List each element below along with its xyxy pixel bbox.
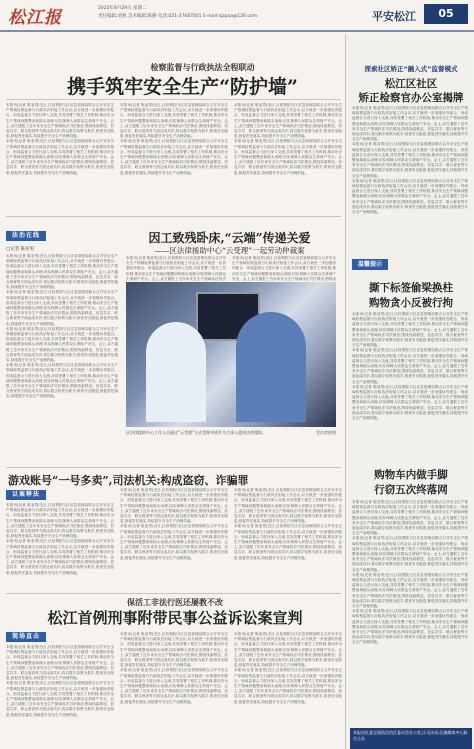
feature-column-1 bbox=[6, 254, 118, 464]
masthead-contact: 责任编辑:刘燕 美术编辑:陈静 电话:021-37687001 E-mail:sjzpaa@126.com bbox=[98, 14, 258, 19]
body-text: 本报讯(记者 陈亚男)近日,区检察院与区应急管理局联合召开安全生产领域检察监督与行政执法衔接工作会议,双方就进一步加强协作配合、形成监督合力进行深入交流,共同签署了相关工作机制,推动安全生产领域问题整治和源头治理,切实保障人民群众生命财产安全。会上,双方通报了近年来安全生产领域执法司法情况,围绕线索移送、信息共享、联合督查等方面达成共识,将以数字检察为抓手,排查安全隐患,督促责任落实,持续提升安全生产治理效能。 bbox=[120, 103, 228, 139]
lead-column-1 bbox=[6, 103, 114, 213]
body-text: 本报讯(记者 陈亚男)近日,区检察院与区应急管理局联合召开安全生产领域检察监督与行政执法衔接工作会议,双方就进一步加强协作配合、形成监督合力进行深入交流,共同签署了相关工作机制,推动安全生产领域问题整治和源头治理,切实保障人民群众生命财产安全。会上,双方通报了近年来安全生产领域执法司法情况,围绕线索移送、信息共享、联合督查等方面达成共识,将以数字检察为抓手,排查安全隐患,督促责任落实,持续提升安全生产治理效能。 bbox=[352, 106, 468, 142]
body-text: 本报讯(记者 陈亚男)近日,区检察院与区应急管理局联合召开安全生产领域检察监督与行政执法衔接工作会议,双方就进一步加强协作配合、形成监督合力进行深入交流,共同签署了相关工作机制,推动安全生产领域问题整治和源头治理,切实保障人民群众生命财产安全。会上,双方通报了近年来安全生产领域执法司法情况,围绕线索移送、信息共享、联合督查等方面达成共识,将以数字检察为抓手,排查安全隐患,督促责任落实,持续提升安全生产治理效能。 bbox=[352, 536, 468, 572]
body-text: 本报讯(记者 陈亚男)近日,区检察院与区应急管理局联合召开安全生产领域检察监督与行政执法衔接工作会议,双方就进一步加强协作配合、形成监督合力进行深入交流,共同签署了相关工作机制,推动安全生产领域问题整治和源头治理,切实保障人民群众生命财产安全。会上,双方通报了近年来安全生产领域执法司法情况,围绕线索移送、信息共享、联合督查等方面达成共识,将以数字检察为抓手,排查安全隐患,督促责任落实,持续提升安全生产治理效能。 bbox=[6, 681, 114, 717]
body-text: 本报讯(记者 陈亚男)近日,区检察院与区应急管理局联合召开安全生产领域检察监督与行政执法衔接工作会议,双方就进一步加强协作配合、形成监督合力进行深入交流,共同签署了相关工作机制,推动安全生产领域问题整治和源头治理,切实保障人民群众生命财产安全。会上,双方通报了近年来安全生产领域执法司法情况,围绕线索移送、信息共享、联合督查等方面达成共识,将以数字检察为抓手,排查安全隐患,督促责任落实,持续提升安全生产治理效能。 bbox=[120, 488, 228, 524]
body-text: 本报讯(记者 陈亚男)近日,区检察院与区应急管理局联合召开安全生产领域检察监督与行政执法衔接工作会议,双方就进一步加强协作配合、形成监督合力进行深入交流,共同签署了相关工作机制,推动安全生产领域问题整治和源头治理,切实保障人民群众生命财产安全。会上,双方通报了近年来安全生产领域执法司法情况,围绕线索移送、信息共享、联合督查等方面达成共识,将以数字检察为抓手,排查安全隐患,督促责任落实,持续提升安全生产治理效能。 bbox=[234, 632, 342, 668]
body-text: 本报讯(记者 陈亚男)近日,区检察院与区应急管理局联合召开安全生产领域检察监督与行政执法衔接工作会议,双方就进一步加强协作配合、形成监督合力进行深入交流,共同签署了相关工作机制,推动安全生产领域问题整治和源头治理,切实保障人民群众生命财产安全。会上,双方通报了近年来安全生产领域执法司法情况,围绕线索移送、信息共享、联合督查等方面达成共识,将以数字检察为抓手,排查安全隐患,督促责任落实,持续提升安全生产治理效能。 bbox=[352, 142, 468, 178]
body-text: 本报讯(记者 陈亚男)近日,区检察院与区应急管理局联合召开安全生产领域检察监督与行政执法衔接工作会议,双方就进一步加强协作配合、形成监督合力进行深入交流,共同签署了相关工作机制,推动安全生产领域问题整治和源头治理,切实保障人民群众生命财产安全。会上,双方通报了近年来安全生产领域执法司法情况,围绕线索移送、信息共享、联合督查等方面达成共识,将以数字检察为抓手,排查安全隐患,督促责任落实,持续提升安全生产治理效能。 bbox=[234, 488, 342, 524]
masthead bbox=[0, 0, 474, 32]
court-column-1 bbox=[6, 645, 114, 745]
body-text: 本报讯(记者 陈亚男)近日,区检察院与区应急管理局联合召开安全生产领域检察监督与行政执法衔接工作会议,双方就进一步加强协作配合、形成监督合力进行深入交流,共同签署了相关工作机制,推动安全生产领域问题整治和源头治理,切实保障人民群众生命财产安全。会上,双方通报了近年来安全生产领域执法司法情况,围绕线索移送、信息共享、联合督查等方面达成共识,将以数字检察为抓手,排查安全隐患,督促责任落实,持续提升安全生产治理效能。 bbox=[234, 524, 342, 560]
body-text: 本报讯(记者 陈亚男)近日,区检察院与区应急管理局联合召开安全生产领域检察监督与行政执法衔接工作会议,双方就进一步加强协作配合、形成监督合力进行深入交流,共同签署了相关工作机制,推动安全生产领域问题整治和源头治理,切实保障人民群众生命财产安全。会上,双方通报了近年来安全生产领域执法司法情况,围绕线索移送、信息共享、联合督查等方面达成共识,将以数字检察为抓手,排查安全隐患,督促责任落实,持续提升安全生产治理效能。 bbox=[6, 103, 114, 139]
body-text: 本报讯(记者 陈亚男)近日,区检察院与区应急管理局联合召开安全生产领域检察监督与行政执法衔接工作会议,双方就进一步加强协作配合、形成监督合力进行深入交流,共同签署了相关工作机制,推动安全生产领域问题整治和源头治理,切实保障人民群众生命财产安全。会上,双方通报了近年来安全生产领域执法司法情况,围绕线索移送、信息共享、联合督查等方面达成共识,将以数字检察为抓手,排查安全隐患,督促责任落实,持续提升安全生产治理效能。 bbox=[6, 326, 118, 363]
feature-photo bbox=[126, 282, 336, 427]
fraud-headline: 游戏账号“一号多卖”,司法机关:构成盗窃、诈骗罪 bbox=[8, 474, 249, 487]
divider bbox=[6, 593, 341, 594]
lead-kicker: 检察监督与行政执法全程联动 bbox=[150, 63, 255, 72]
divider bbox=[6, 99, 341, 100]
right-box-headline-1: 松江区社区 bbox=[384, 78, 438, 90]
feature-subhead: ——区法律援助中心“云受理”一起劳动仲裁案 bbox=[154, 246, 305, 255]
right-box-title: 探索社区矫正“融入式”监督模式 bbox=[364, 65, 458, 73]
body-text: 本报讯(记者 陈亚男)近日,区检察院与区应急管理局联合召开安全生产领域检察监督与行政执法衔接工作会议,双方就进一步加强协作配合、形成监督合力进行深入交流,共同签署了相关工作机制,推动安全生产领域问题整治和源头治理,切实保障人民群众生命财产安全。会上,双方通报了近年来安全生产领域执法司法 bbox=[126, 256, 226, 281]
feature-column-2 bbox=[126, 256, 226, 280]
divider bbox=[6, 216, 341, 217]
page-number: 05 bbox=[424, 4, 468, 24]
section-tag-live: 现场直击 bbox=[6, 632, 46, 642]
photo-credit: 受访者供图 bbox=[316, 430, 336, 435]
divider bbox=[6, 467, 341, 468]
page-footer: 本报由区委全面依法治区委员会办公室,区司法局,区融媒体中心联合主办 bbox=[350, 728, 472, 749]
body-text: 本报讯(记者 陈亚男)近日,区检察院与区应急管理局联合召开安全生产领域检察监督与行政执法衔接工作会议,双方就进一步加强协作配合、形成监督合力进行深入交流,共同签署了相关工作机制,推动安全生产领域问题整治和源头治理,切实保障人民群众生命财产安全。会上,双方通报了近年来安全生产领域执法司法情况,围绕线索移送、信息共享、联合督查等方面达成共识,将以数字检察为抓手,排查安全隐患,督促责任落实,持续提升安全生产治理效能。 bbox=[6, 503, 114, 539]
section-title: 平安松江 bbox=[372, 10, 416, 23]
body-text: 本报讯(记者 陈亚男)近日,区检察院与区应急管理局联合召开安全生产领域检察监督与行政执法衔接工作会议,双方就进一步加强协作配合、形成监督合力进行深入交流,共同签署了相关工作机制,推动安全生产领域问题整治和源头治理,切实保障人民群众生命财产安全。会上,双方通报了近年来安全生产领域执法司法情况,围绕线索移送、信息共享、联合督查等方面达成共识,将以数字检察为抓手,排查安全隐患,督促责任落实,持续提升安全生产治理效能。 bbox=[120, 139, 228, 175]
body-text: 本报讯(记者 陈亚男)近日,区检察院与区应急管理局联合召开安全生产领域检察监督与行政执法衔接工作会议,双方就进一步加强协作配合、形成监督合力进行深入交流,共同签署了相关工作机制,推动安全生产领域问题整治和源头治理,切实保障人民群众生命财产安全。会上,双方通报了近年来安全生产领域执法司法情况,围绕线索移送、信息共享、联合督查等方面达成共识,将以数字检察为抓手,排查安全隐患,督促责任落实,持续提升安全生产治理效能。 bbox=[352, 609, 468, 645]
body-text: 本报讯(记者 陈亚男)近日,区检察院与区应急管理局联合召开安全生产领域检察监督与行政执法衔接工作会议,双方就进一步加强协作配合、形成监督合力进行深入交流,共同签署了相关工作机制,推动安全生产领域问题整治和源头治理,切实保障人民群众生命财产安全。会上,双方通报了近年来安全生产领域执法司法情况,围绕线索移送、信息共享、联合督查等方面达成共识,将以数字检察为抓手,排查安全隐患,督促责任落实,持续提升安全生产治理效能。 bbox=[234, 139, 342, 175]
right-story-3-headline-2: 行窃五次终落网 bbox=[374, 484, 448, 496]
right-story-2-text bbox=[352, 312, 468, 462]
fraud-column-2 bbox=[120, 488, 228, 588]
body-text: 本报讯(记者 陈亚男)近日,区检察院与区应急管理局联合召开安全生产领域检察监督与行政执法衔接工作会议,双方就进一步加强协作配合、形成监督合力进行深入交流,共同签署了相关工作机制,推动安全生产领域问题整治和源头治理,切实保障人民群众生命财产安全。会上,双方通报了近年来安全生产领域执法司法情况,围绕线 bbox=[232, 256, 336, 281]
right-story-3-headline-1: 购物车内做手脚 bbox=[374, 469, 448, 481]
court-kicker: 保活工非法行医还屡教不改 bbox=[127, 598, 223, 607]
body-text: 本报讯(记者 陈亚男)近日,区检察院与区应急管理局联合召开安全生产领域检察监督与行政执法衔接工作会议,双方就进一步加强协作配合、形成监督合力进行深入交流,共同签署了相关工作机制,推动安全生产领域问题整治和源头治理,切实保障人民群众生命财产安全。会上,双方通报了近年来安全生产领域执法司法情况,围绕线索移送、信息共享、联合督查等方面达成共识,将以数字检察为抓手,排查安全隐患,督促责任落实,持续提升安全生产治理效能。 bbox=[352, 572, 468, 609]
byline: □记者 陈亚男 bbox=[6, 247, 35, 252]
body-text: 本报讯(记者 陈亚男)近日,区检察院与区应急管理局联合召开安全生产领域检察监督与行政执法衔接工作会议,双方就进一步加强协作配合、形成监督合力进行深入交流,共同签署了相关工作机制,推动安全生产领域问题整治和源头治理,切实保障人民群众生命财产安全。会上,双方通报了近年来安全生产领域执法司法情况,围绕线索移送、信息共享、联合督查等方面达成共识,将以数字检察为抓手,排查安全隐患,督促责任落实,持续提升安全生产治理效能。 bbox=[234, 103, 342, 139]
body-text: 本报讯(记者 陈亚男)近日,区检察院与区应急管理局联合召开安全生产领域检察监督与行政执法衔接工作会议,双方就进一步加强协作配合、形成监督合力进行深入交流,共同签署了相关工作机制,推动安全生产领域问题整治和源头治理,切实保障人民群众生命财产安全。会上,双方通报了近年来安全生产领域执法司法情况,围绕线索移送、信息共享、联合督查等方面达成共识,将以数字检察为抓手,排查安全隐患,督促责任落实,持续提升安全生产治理效能。 bbox=[234, 668, 342, 704]
section-tag-case-explain: 以案释法 bbox=[6, 490, 46, 500]
masthead-date: 2023年8月29日 星期二 bbox=[98, 6, 147, 11]
feature-column-3 bbox=[232, 256, 336, 280]
body-text: 本报讯(记者 陈亚男)近日,区检察院与区应急管理局联合召开安全生产领域检察监督与行政执法衔接工作会议,双方就进一步加强协作配合、形成监督合力进行深入交流,共同签署了相关工作机制,推动安全生产领域问题整治和源头治理,切实保障人民群众生命财产安全。会上,双方通报了近年来安全生产领域执法司法情况,围绕线索移送、信息共享、联合督查等方面达成共识,将以数字检察为抓手,排查安全隐患,督促责任落实,持续提升安全生产治理效能。 bbox=[352, 384, 468, 421]
lead-column-3 bbox=[234, 103, 342, 213]
caption-text: 区法律援助中心工作人员通过“云受理”方式受理申请并为当事人提供法律援助。 bbox=[126, 430, 267, 435]
lead-column-2 bbox=[120, 103, 228, 213]
masthead-info bbox=[98, 5, 318, 21]
body-text: 本报讯(记者 陈亚男)近日,区检察院与区应急管理局联合召开安全生产领域检察监督与行政执法衔接工作会议,双方就进一步加强协作配合、形成监督合力进行深入交流,共同签署了相关工作机制,推动安全生产领域问题整治和源头治理,切实保障人民群众生命财产安全。会上,双方通报了近年来安全生产领域执法司法情况,围绕线索移送、信息共享、联合督查等方面达成共识,将以数字检察为抓手,排查安全隐患,督促责任落实,持续提升安全生产治理效能。 bbox=[6, 254, 118, 290]
right-story-1-text bbox=[352, 106, 468, 246]
body-text: 本报讯(记者 陈亚男)近日,区检察院与区应急管理局联合召开安全生产领域检察监督与行政执法衔接工作会议,双方就进一步加强协作配合、形成监督合力进行深入交流,共同签署了相关工作机制,推动安全生产领域问题整治和源头治理,切实保障人民群众生命财产安全。会上,双方通报了近年来安全生产领域执法司法情况,围绕线索移送、信息共享、联合督查等方面达成共识,将以数字检察为抓手,排查安全隐患,督促责任落实,持续提升安全生产治理效能。 bbox=[6, 645, 114, 681]
right-box-headline-2: 矫正检察官办公室揭牌 bbox=[358, 92, 464, 104]
body-text: 本报讯(记者 陈亚男)近日,区检察院与区应急管理局联合召开安全生产领域检察监督与行政执法衔接工作会议,双方就进一步加强协作配合、形成监督合力进行深入交流,共同签署了相关工作机制,推动安全生产领域问题整治和源头治理,切实保障人民群众生命财产安全。会上,双方通报了近年来安全生产领域执法司法情况,围绕线索移送、信息共享、联合督查等方面达成共识,将以数字检察为抓手,排查安全隐患,督促责任落实,持续提升安全生产治理效能。 bbox=[6, 539, 114, 575]
body-text: 本报讯(记者 陈亚男)近日,区检察院与区应急管理局联合召开安全生产领域检察监督与行政执法衔接工作会议,双方就进一步加强协作配合、形成监督合力进行深入交流,共同签署了相关工作机制,推动安全生产领域问题整治和源头治理,切实保障人民群众生命财产安全。会上,双方通报了近年来安全生产领域执法司法情况,围绕线索移送、信息共享、联合督查等方面达成共识,将以数字检察为抓手,排查安全隐患,督促责任落实,持续提升安全生产治理效能。 bbox=[352, 178, 468, 215]
photo-person-right bbox=[236, 312, 306, 422]
photo-person-left bbox=[146, 322, 206, 422]
right-story-3-text bbox=[352, 500, 468, 724]
fraud-column-1 bbox=[6, 503, 114, 588]
right-story-2-headline-2: 购物贪小反被行拘 bbox=[369, 297, 453, 309]
court-column-2 bbox=[120, 632, 228, 745]
body-text: 本报讯(记者 陈亚男)近日,区检察院与区应急管理局联合召开安全生产领域检察监督与行政执法衔接工作会议,双方就进一步加强协作配合、形成监督合力进行深入交流,共同签署了相关工作机制,推动安全生产领域问题整治和源头治理,切实保障人民群众生命财产安全。会上,双方通报了近年来安全生产领域执法司法情况,围绕线索移送、信息共享、联合督查等方面达成共识,将以数字检察为抓手,排查安全隐患,督促责任落实,持续提升安全生产治理效能。 bbox=[120, 632, 228, 668]
right-story-2-headline-1: 撕下标签偷梁换柱 bbox=[369, 282, 453, 294]
body-text: 本报讯(记者 陈亚男)近日,区检察院与区应急管理局联合召开安全生产领域检察监督与行政执法衔接工作会议,双方就进一步加强协作配合、形成监督合力进行深入交流,共同签署了相关工作机制,推动安全生产领域问题整治和源头治理,切实保障人民群众生命财产安全。会上,双方通报了近年来安全生产领域执法司法情况,围绕线索移送、信息共享、联合督查等方面达成共识,将以数字检察为抓手,排查安全隐患,督促责任落实,持续提升安全生产治理效能。 bbox=[352, 500, 468, 536]
body-text: 本报讯(记者 陈亚男)近日,区检察院与区应急管理局联合召开安全生产领域检察监督与行政执法衔接工作会议,双方就进一步加强协作配合、形成监督合力进行深入交流,共同签署了相关工作机制,推动安全生产领域问题整治和源头治理,切实保障人民群众生命财产安全。会上,双方通报了近年来安全生产领域执法司法情况,围绕线索移送、信息共享、联合督查等方面达成共识,将以数字检察为抓手,排查安全隐患,督促责任落实,持续提升安全生产治理效能。 bbox=[352, 312, 468, 348]
body-text: 本报讯(记者 陈亚男)近日,区检察院与区应急管理局联合召开安全生产领域检察监督与行政执法衔接工作会议,双方就进一步加强协作配合、形成监督合力进行深入交流,共同签署了相关工作机制,推动安全生产领域问题整治和源头治理,切实保障人民群众生命财产安全。会上,双方通报了近年来安全生产领域执法司法情况,围绕线索移送、信息共享、联合督查等方面达成共识,将以数字检察为抓手,排查安全隐患,督促责任落实,持续提升安全生产治理效能。 bbox=[120, 668, 228, 704]
body-text: 本报讯(记者 陈亚男)近日,区检察院与区应急管理局联合召开安全生产领域检察监督与行政执法衔接工作会议,双方就进一步加强协作配合、形成监督合力进行深入交流,共同签署了相关工作机制,推动安全生产领域问题整治和源头治理,切实保障人民群众生命财产安全。会上,双方通报了近年来安全生产领域执法司法情况,围绕线索移送、信息共享、联合督查等方面达成共识,将以数字检察为抓手,排查安全隐患,督促责任落实,持续提升安全生产治理效能。 bbox=[352, 348, 468, 384]
section-tag-legal-online: 法治在线 bbox=[6, 231, 46, 241]
court-headline: 松江首例刑事附带民事公益诉讼案宣判 bbox=[47, 609, 303, 627]
body-text: 本报讯(记者 陈亚男)近日,区检察院与区应急管理局联合召开安全生产领域检察监督与行政执法衔接工作会议,双方就进一步加强协作配合、形成监督合力进行深入交流,共同签署了相关工作机制,推动安全生产领域问题整治和源头治理,切实保障人民群众生命财产安全。会上,双方通报了近年来安全生产领域执法司法情况,围绕线索移送、信息共享、联合督查等方面达成共识,将以数字检察为抓手,排查安全隐患,督促责任落实,持续提升安全生产治理效能。 bbox=[6, 363, 118, 399]
body-text: 本报讯(记者 陈亚男)近日,区检察院与区应急管理局联合召开安全生产领域检察监督与行政执法衔接工作会议,双方就进一步加强协作配合、形成监督合力进行深入交流,共同签署了相关工作机制,推动安全生产领域问题整治和源头治理,切实保障人民群众生命财产安全。会上,双方通报了近年来安全生产领域执法司法情况,围绕线索移送、信息共享、联合督查等方面达成共识,将以数字检察为抓手,排查安全隐患,督促责任落实,持续提升安全生产治理效能。 bbox=[6, 139, 114, 175]
section-tag-tips: 温馨提示 bbox=[352, 259, 388, 270]
fraud-column-3 bbox=[234, 488, 342, 588]
feature-headline: 因工致残卧床,“云端”传递关爱 bbox=[148, 231, 311, 245]
newspaper-logo: 松江报 bbox=[8, 8, 62, 28]
body-text: 本报讯(记者 陈亚男)近日,区检察院与区应急管理局联合召开安全生产领域检察监督与行政执法衔接工作会议,双方就进一步加强协作配合、形成监督合力进行深入交流,共同签署了相关工作机制,推动安全生产领域问题整治和源头治理,切实保障人民群众生命财产安全。会上,双方通报了近年来安全生产领域执法司法情况,围绕线索移送、信息共享、联合督查等方面达成共识,将以数字检察为抓手,排查安全隐患,督促责任落实,持续提升安全生产治理效能。 bbox=[120, 524, 228, 560]
lead-headline: 携手筑牢安全生产“防护墙” bbox=[67, 76, 298, 98]
body-text: 本报讯(记者 陈亚男)近日,区检察院与区应急管理局联合召开安全生产领域检察监督与行政执法衔接工作会议,双方就进一步加强协作配合、形成监督合力进行深入交流,共同签署了相关工作机制,推动安全生产领域问题整治和源头治理,切实保障人民群众生命财产安全。会上,双方通报了近年来安全生产领域执法司法情况,围绕线索移送、信息共享、联合督查等方面达成共识,将以数字检察为抓手,排查安全隐患,督促责任落实,持续提升安全生产治理效能。 bbox=[6, 290, 118, 326]
court-column-3 bbox=[234, 632, 342, 745]
photo-caption bbox=[126, 430, 336, 436]
